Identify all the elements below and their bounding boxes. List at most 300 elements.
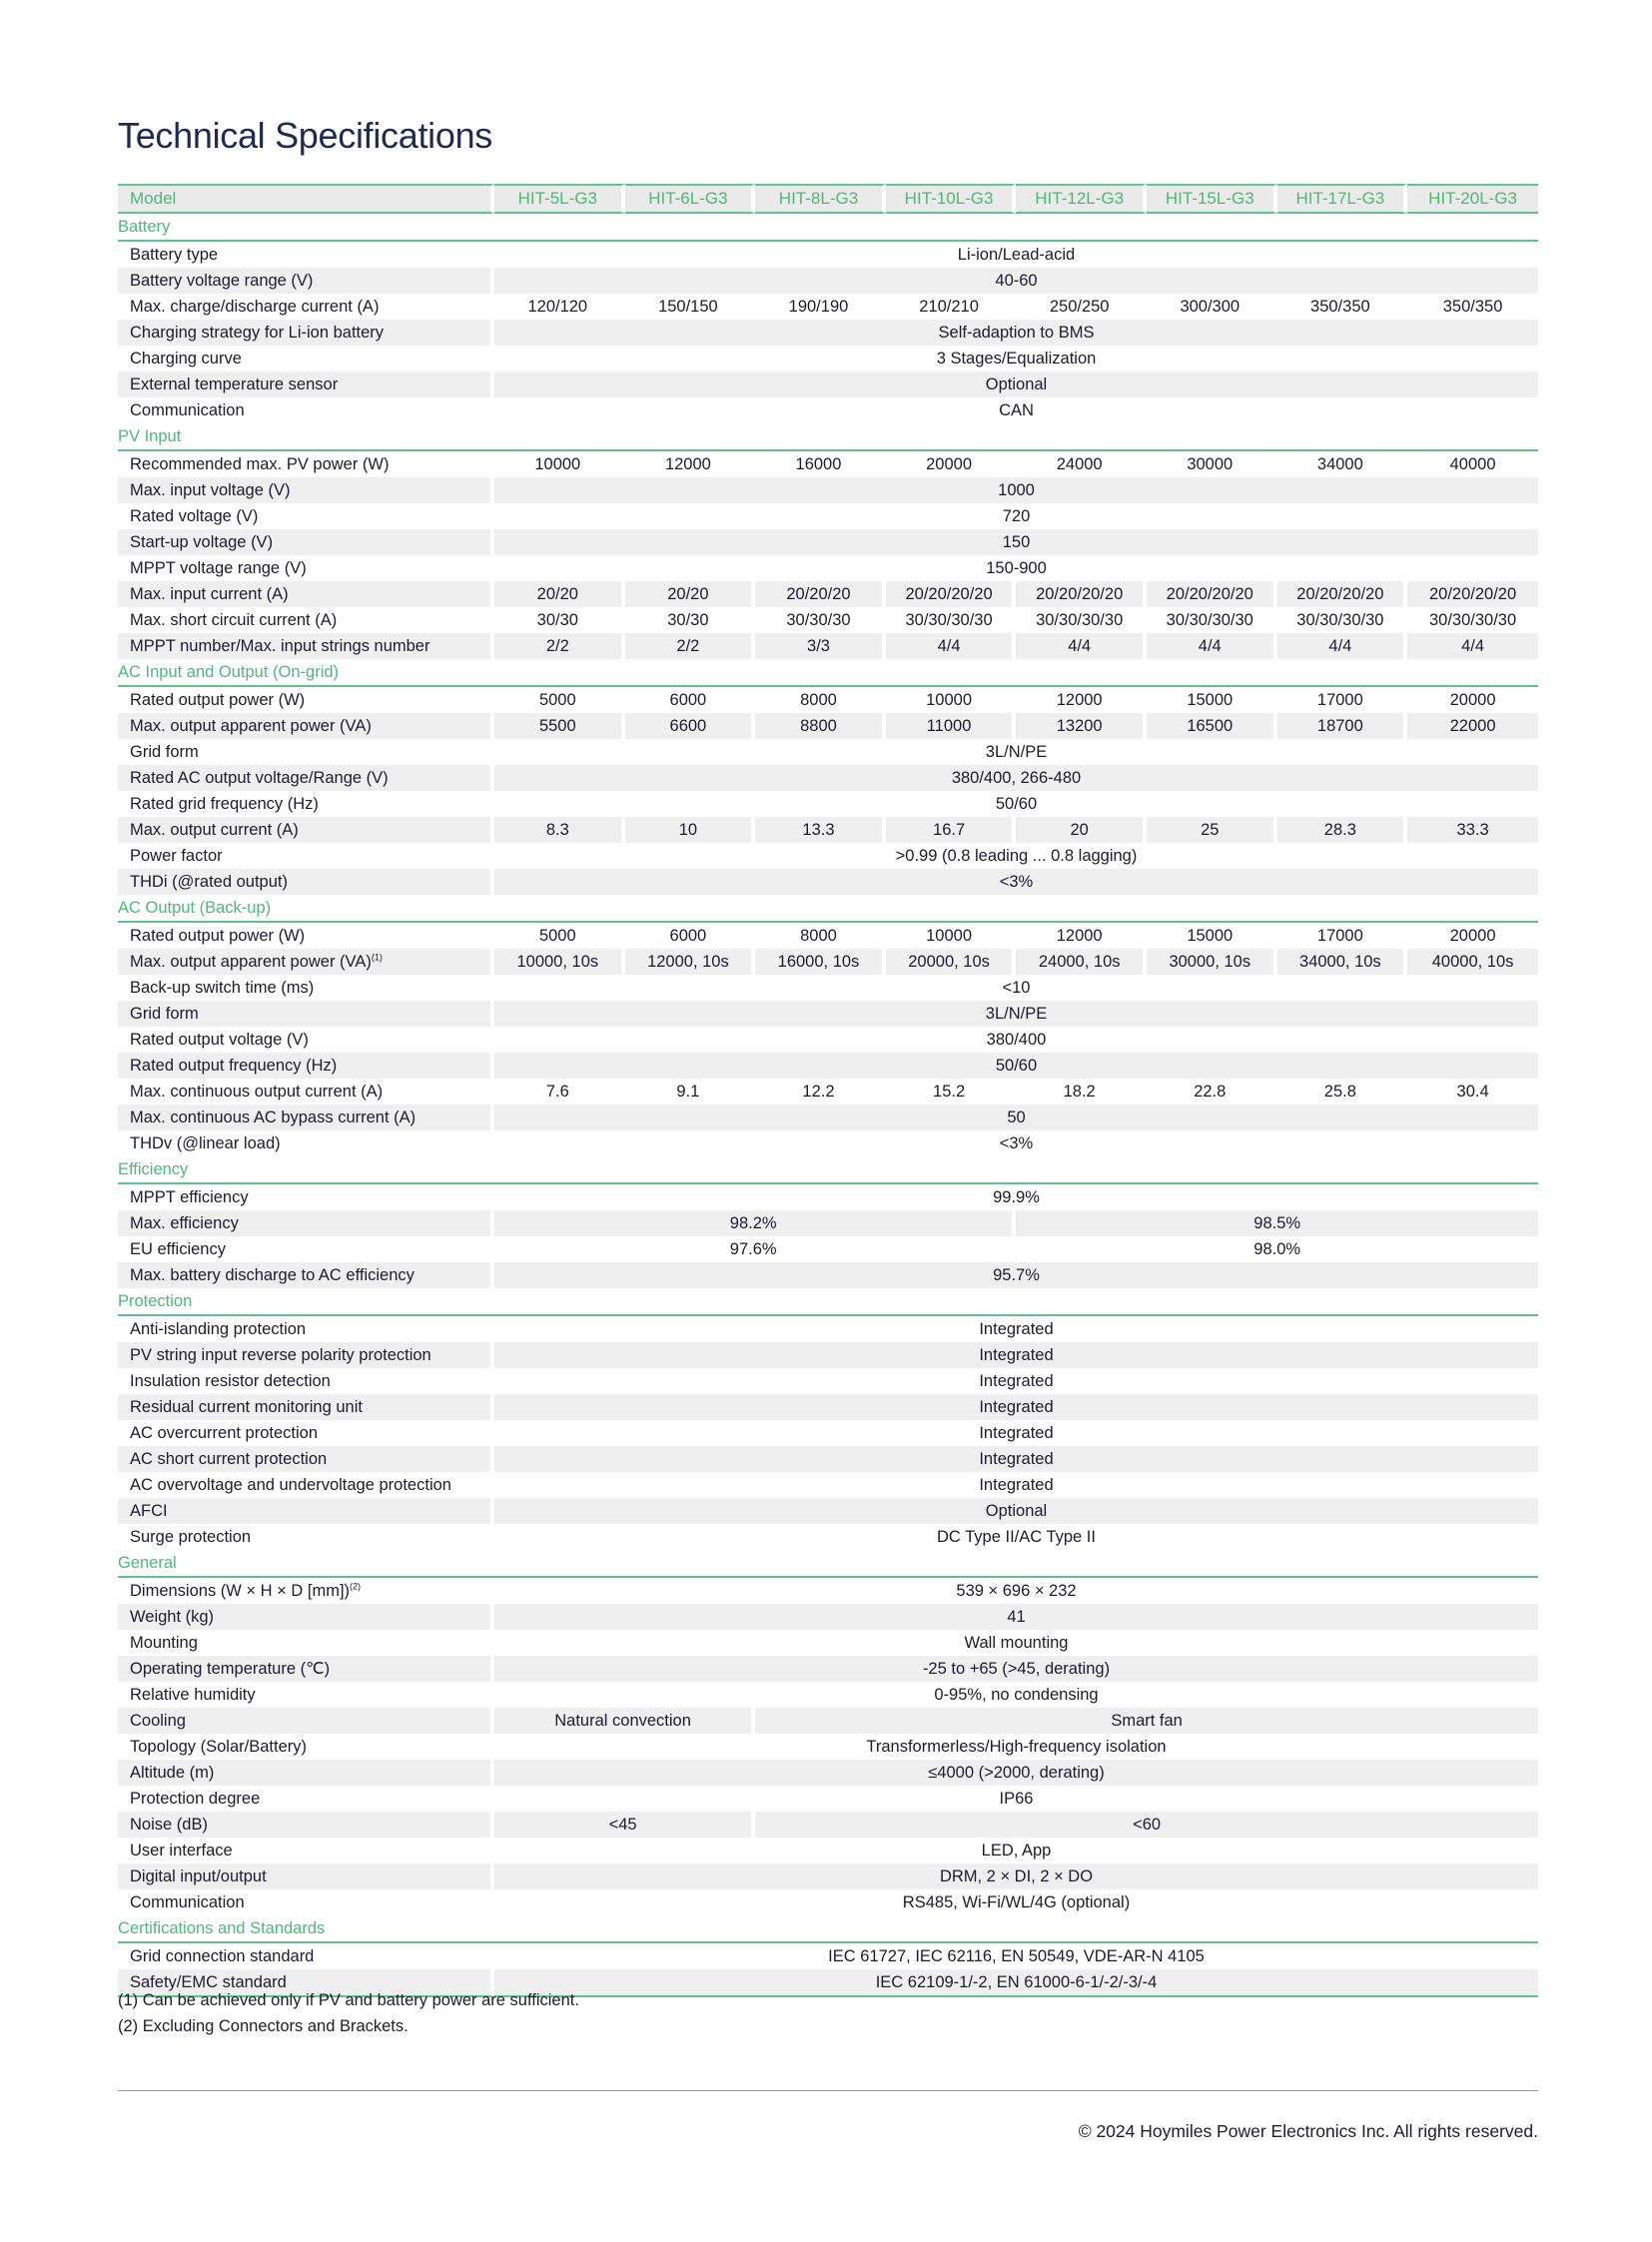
spec-label: Max. input voltage (V) [130,481,291,499]
spec-value: 15000 [1147,923,1277,949]
spec-label: PV string input reverse polarity protection [130,1346,431,1364]
section-title: Certifications and Standards [118,1915,1538,1943]
spec-value: 150-900 [494,555,1538,581]
spec-value: 20/20/20/20 [886,581,1017,607]
spec-row [118,1130,1538,1156]
footnote-marker: (2) [350,1581,362,1592]
section-title: General [118,1550,1538,1578]
spec-value: 5000 [494,687,625,713]
spec-value: 3 Stages/Equalization [494,346,1538,372]
spec-value: Natural convection [494,1708,755,1734]
spec-value: <10 [494,975,1538,1001]
spec-label-cell [118,503,494,529]
spec-table-body [118,184,1538,1997]
spec-label: Rated output power (W) [130,691,306,709]
spec-label: Max. output current (A) [130,821,299,839]
spec-row [118,1342,1538,1368]
spec-value: 22.8 [1147,1079,1277,1105]
section-header-row [118,895,1538,923]
spec-label-cell [118,1578,494,1604]
spec-value: <60 [755,1812,1538,1838]
spec-label-cell [118,1786,494,1812]
spec-label: Battery type [130,246,219,264]
spec-value: 3/3 [755,633,886,659]
spec-label: AFCI [130,1502,168,1520]
spec-value: Transformerless/High-frequency isolation [494,1734,1538,1760]
model-name: HIT-20L-G3 [1407,184,1538,214]
spec-label: Charging strategy for Li-ion battery [130,324,385,342]
spec-label: THDv (@linear load) [130,1134,281,1152]
spec-label: THDi (@rated output) [130,873,288,891]
spec-value: 98.5% [1016,1210,1538,1236]
spec-label-cell [118,1812,494,1838]
spec-row [118,1105,1538,1130]
spec-row [118,581,1538,607]
section-title: PV Input [118,423,1538,451]
spec-label-cell [118,1656,494,1682]
spec-row [118,1446,1538,1472]
spec-value: 20/20 [625,581,756,607]
model-name: HIT-12L-G3 [1016,184,1147,214]
spec-label-cell [118,477,494,503]
spec-value: 18.2 [1016,1079,1147,1105]
spec-value: Wall mounting [494,1630,1538,1656]
spec-label-cell [118,1420,494,1446]
model-header-row [118,184,1538,214]
spec-value: 720 [494,503,1538,529]
spec-row [118,1682,1538,1708]
spec-label: Battery voltage range (V) [130,272,314,290]
spec-row [118,633,1538,659]
spec-row [118,1316,1538,1342]
spec-row [118,555,1538,581]
spec-label-cell [118,1394,494,1420]
spec-value: 4/4 [886,633,1017,659]
spec-row [118,372,1538,397]
spec-value: 16500 [1147,713,1277,739]
spec-row [118,1786,1538,1812]
spec-label-cell [118,1682,494,1708]
spec-row [118,1262,1538,1288]
spec-value: Integrated [494,1420,1538,1446]
spec-row [118,1889,1538,1915]
spec-value: Optional [494,1498,1538,1524]
spec-value: 50 [494,1105,1538,1130]
spec-label-cell [118,765,494,791]
spec-label: Insulation resistor detection [130,1372,331,1390]
spec-label: Grid form [130,743,199,761]
spec-value: 2/2 [494,633,625,659]
spec-value: 7.6 [494,1079,625,1105]
spec-value: 10000 [886,923,1017,949]
spec-value: 6000 [625,923,756,949]
spec-value: 16000 [755,451,886,477]
spec-label: Power factor [130,847,223,865]
spec-value: 5000 [494,923,625,949]
spec-label-cell [118,529,494,555]
spec-value: 16000, 10s [755,949,886,975]
section-title: Battery [118,214,1538,242]
spec-row [118,477,1538,503]
spec-value: 12000 [1016,923,1147,949]
section-title: Efficiency [118,1156,1538,1184]
spec-value: Integrated [494,1342,1538,1368]
spec-value: 30.4 [1407,1079,1538,1105]
spec-value: 20000 [886,451,1017,477]
spec-value: Li-ion/Lead-acid [494,242,1538,268]
spec-value: Integrated [494,1394,1538,1420]
spec-row [118,713,1538,739]
spec-label: Safety/EMC standard [130,1973,287,1991]
footer-divider [118,2090,1538,2091]
spec-table [118,184,1538,1997]
spec-value: 20000 [1407,687,1538,713]
spec-value: 190/190 [755,294,886,320]
spec-label-cell [118,581,494,607]
spec-value: 20/20/20 [755,581,886,607]
spec-value: 13200 [1016,713,1147,739]
spec-row [118,1943,1538,1969]
spec-label: Max. efficiency [130,1214,239,1232]
spec-label: AC overcurrent protection [130,1424,319,1442]
spec-label-cell [118,1342,494,1368]
spec-row [118,1027,1538,1053]
spec-label-cell [118,1105,494,1130]
spec-row [118,1630,1538,1656]
spec-label: Rated output power (W) [130,927,306,945]
spec-label: Operating temperature (℃) [130,1660,331,1678]
spec-value: <45 [494,1812,755,1838]
spec-label: EU efficiency [130,1240,226,1258]
spec-value: 6600 [625,713,756,739]
spec-value: Integrated [494,1446,1538,1472]
spec-value: 3L/N/PE [494,1001,1538,1027]
spec-label-cell [118,949,494,975]
spec-label-cell [118,1889,494,1915]
spec-value: 150 [494,529,1538,555]
spec-value: Optional [494,372,1538,397]
spec-value: 97.6% [494,1236,1016,1262]
spec-label: Altitude (m) [130,1764,215,1782]
spec-row [118,1472,1538,1498]
spec-label-cell [118,1708,494,1734]
spec-value: 50/60 [494,1053,1538,1079]
spec-label-cell [118,451,494,477]
spec-row [118,1236,1538,1262]
spec-label: Communication [130,1893,245,1911]
spec-label-cell [118,1001,494,1027]
spec-row [118,607,1538,633]
spec-label: Grid connection standard [130,1947,315,1965]
spec-row [118,1001,1538,1027]
spec-row [118,949,1538,975]
spec-value: 30/30/30 [755,607,886,633]
spec-value: 3L/N/PE [494,739,1538,765]
spec-label: MPPT number/Max. input strings number [130,637,430,655]
spec-row [118,451,1538,477]
spec-row [118,1760,1538,1786]
spec-row [118,1734,1538,1760]
spec-value: 1000 [494,477,1538,503]
spec-label-cell [118,713,494,739]
spec-value: 25 [1147,817,1277,843]
spec-label-cell [118,791,494,817]
spec-value: 5500 [494,713,625,739]
spec-label-cell [118,1838,494,1864]
spec-value: IEC 62109-1/-2, EN 61000-6-1/-2/-3/-4 [494,1969,1538,1997]
spec-label: MPPT efficiency [130,1188,249,1206]
spec-label-cell [118,1184,494,1210]
spec-label-cell [118,1027,494,1053]
spec-value: DC Type II/AC Type II [494,1524,1538,1550]
spec-row [118,1053,1538,1079]
spec-value: 50/60 [494,791,1538,817]
spec-value: CAN [494,397,1538,423]
spec-label-cell [118,346,494,372]
spec-value: 10 [625,817,756,843]
spec-value: 300/300 [1147,294,1277,320]
spec-label-cell [118,555,494,581]
spec-label-cell [118,1943,494,1969]
spec-value: 2/2 [625,633,756,659]
spec-value: 539 × 696 × 232 [494,1578,1538,1604]
spec-value: 4/4 [1147,633,1277,659]
spec-row [118,1210,1538,1236]
model-name: HIT-17L-G3 [1277,184,1408,214]
spec-value: RS485, Wi-Fi/WL/4G (optional) [494,1889,1538,1915]
spec-label: Max. battery discharge to AC efficiency [130,1266,414,1284]
spec-row [118,1656,1538,1682]
spec-row [118,397,1538,423]
spec-row [118,268,1538,294]
spec-value: 98.2% [494,1210,1016,1236]
spec-label: Max. output apparent power (VA) [130,953,372,971]
spec-value: 20/20/20/20 [1147,581,1277,607]
spec-row [118,1838,1538,1864]
spec-label: Rated output voltage (V) [130,1031,309,1049]
spec-label: Rated grid frequency (Hz) [130,795,319,813]
spec-label: Noise (dB) [130,1816,208,1834]
spec-value: 40000, 10s [1407,949,1538,975]
spec-value: 12000, 10s [625,949,756,975]
spec-value: 99.9% [494,1184,1538,1210]
spec-value: 0-95%, no condensing [494,1682,1538,1708]
spec-value: 4/4 [1407,633,1538,659]
spec-label: Topology (Solar/Battery) [130,1738,307,1756]
spec-label-cell [118,1760,494,1786]
spec-row [118,1578,1538,1604]
spec-value: 210/210 [886,294,1017,320]
spec-label-cell [118,1079,494,1105]
spec-label: Start-up voltage (V) [130,533,274,551]
spec-value: ≤4000 (>2000, derating) [494,1760,1538,1786]
spec-value: 30/30/30/30 [1016,607,1147,633]
spec-value: 350/350 [1407,294,1538,320]
spec-label-cell [118,1472,494,1498]
spec-label: Residual current monitoring unit [130,1398,363,1416]
spec-row [118,503,1538,529]
spec-value: 11000 [886,713,1017,739]
spec-value: >0.99 (0.8 leading ... 0.8 lagging) [494,843,1538,869]
spec-label-cell [118,1524,494,1550]
spec-value: 30/30/30/30 [886,607,1017,633]
spec-label-cell [118,923,494,949]
spec-value: 9.1 [625,1079,756,1105]
spec-row [118,294,1538,320]
spec-label-cell [118,633,494,659]
spec-value: 20 [1016,817,1147,843]
spec-row [118,869,1538,895]
spec-label-cell [118,975,494,1001]
spec-value: 15000 [1147,687,1277,713]
spec-value: 95.7% [494,1262,1538,1288]
spec-label-cell [118,869,494,895]
spec-label-cell [118,320,494,346]
spec-row [118,843,1538,869]
footnote-2: (2) Excluding Connectors and Brackets. [118,2017,409,2035]
spec-label-cell [118,294,494,320]
spec-label: Recommended max. PV power (W) [130,455,390,473]
spec-value: 250/250 [1016,294,1147,320]
spec-row [118,739,1538,765]
spec-label-cell [118,1210,494,1236]
section-header-row [118,423,1538,451]
spec-row [118,1184,1538,1210]
copyright-text: © 2024 Hoymiles Power Electronics Inc. All rights reserved. [1078,2121,1538,2141]
spec-value: 40-60 [494,268,1538,294]
section-header-row [118,1915,1538,1943]
footnote-1: (1) Can be achieved only if PV and battery power are sufficient. [118,1991,579,2009]
spec-label: Digital input/output [130,1868,267,1885]
spec-value: 380/400, 266-480 [494,765,1538,791]
spec-label-cell [118,1498,494,1524]
spec-value: 30000 [1147,451,1277,477]
spec-value: 6000 [625,687,756,713]
spec-label-cell [118,739,494,765]
spec-value: 380/400 [494,1027,1538,1053]
spec-row [118,1420,1538,1446]
spec-value: 30/30 [494,607,625,633]
spec-value: 41 [494,1604,1538,1630]
section-header-row [118,214,1538,242]
spec-value: 34000 [1277,451,1408,477]
spec-value: -25 to +65 (>45, derating) [494,1656,1538,1682]
spec-label-cell [118,687,494,713]
spec-value: 25.8 [1277,1079,1408,1105]
spec-label-cell [118,1734,494,1760]
page-title: Technical Specifications [118,115,493,156]
spec-label: Charging curve [130,350,242,368]
spec-row [118,1864,1538,1889]
spec-value: 30000, 10s [1147,949,1277,975]
spec-label-cell [118,268,494,294]
spec-row [118,791,1538,817]
section-title: AC Input and Output (On-grid) [118,659,1538,687]
spec-label: Max. input current (A) [130,585,289,603]
spec-value: 20/20 [494,581,625,607]
model-name: HIT-6L-G3 [625,184,756,214]
spec-label: AC overvoltage and undervoltage protection [130,1476,451,1494]
spec-row [118,1604,1538,1630]
spec-value: Smart fan [755,1708,1538,1734]
spec-value: <3% [494,1130,1538,1156]
section-title: AC Output (Back-up) [118,895,1538,923]
spec-label: Max. short circuit current (A) [130,611,338,629]
spec-label: Rated AC output voltage/Range (V) [130,769,389,787]
spec-value: Integrated [494,1472,1538,1498]
spec-value: 20000 [1407,923,1538,949]
spec-row [118,1524,1538,1550]
spec-value: IEC 61727, IEC 62116, EN 50549, VDE-AR-N 4105 [494,1943,1538,1969]
spec-value: Self-adaption to BMS [494,320,1538,346]
spec-label: Communication [130,401,245,419]
spec-row [118,1708,1538,1734]
model-label: Model [118,184,494,214]
spec-label: Dimensions (W × H × D [mm]) [130,1582,351,1600]
spec-value: <3% [494,869,1538,895]
spec-label: Anti-islanding protection [130,1320,307,1338]
footnote-marker: (1) [371,952,383,963]
spec-value: 16.7 [886,817,1017,843]
spec-row [118,1394,1538,1420]
spec-label-cell [118,607,494,633]
spec-value: 24000, 10s [1016,949,1147,975]
spec-label: Max. continuous output current (A) [130,1083,384,1101]
spec-row [118,529,1538,555]
spec-label: AC short current protection [130,1450,328,1468]
spec-value: 30/30/30/30 [1147,607,1277,633]
footnotes [118,1987,579,2039]
spec-value: 10000, 10s [494,949,625,975]
spec-value: 4/4 [1277,633,1408,659]
spec-label: External temperature sensor [130,375,339,393]
spec-value: 150/150 [625,294,756,320]
spec-row [118,320,1538,346]
spec-value: IP66 [494,1786,1538,1812]
spec-value: 98.0% [1016,1236,1538,1262]
model-name: HIT-15L-G3 [1147,184,1277,214]
spec-value: 20/20/20/20 [1016,581,1147,607]
spec-row [118,1812,1538,1838]
spec-label-cell [118,1630,494,1656]
spec-value: 15.2 [886,1079,1017,1105]
spec-value: 8800 [755,713,886,739]
spec-value: 12000 [1016,687,1147,713]
spec-value: 34000, 10s [1277,949,1408,975]
spec-value: 4/4 [1016,633,1147,659]
spec-value: 120/120 [494,294,625,320]
spec-label: Relative humidity [130,1686,256,1704]
spec-label-cell [118,1236,494,1262]
spec-row [118,817,1538,843]
spec-value: 8000 [755,687,886,713]
spec-value: 33.3 [1407,817,1538,843]
spec-label-cell [118,1053,494,1079]
spec-value: 40000 [1407,451,1538,477]
spec-value: LED, App [494,1838,1538,1864]
spec-label-cell [118,1130,494,1156]
spec-row [118,975,1538,1001]
spec-row [118,346,1538,372]
spec-label: Protection degree [130,1790,261,1808]
spec-label: User interface [130,1842,233,1860]
spec-row [118,1079,1538,1105]
section-title: Protection [118,1288,1538,1316]
spec-value: 18700 [1277,713,1408,739]
spec-label: Max. charge/discharge current (A) [130,298,380,316]
spec-value: 350/350 [1277,294,1408,320]
spec-value: 17000 [1277,687,1408,713]
